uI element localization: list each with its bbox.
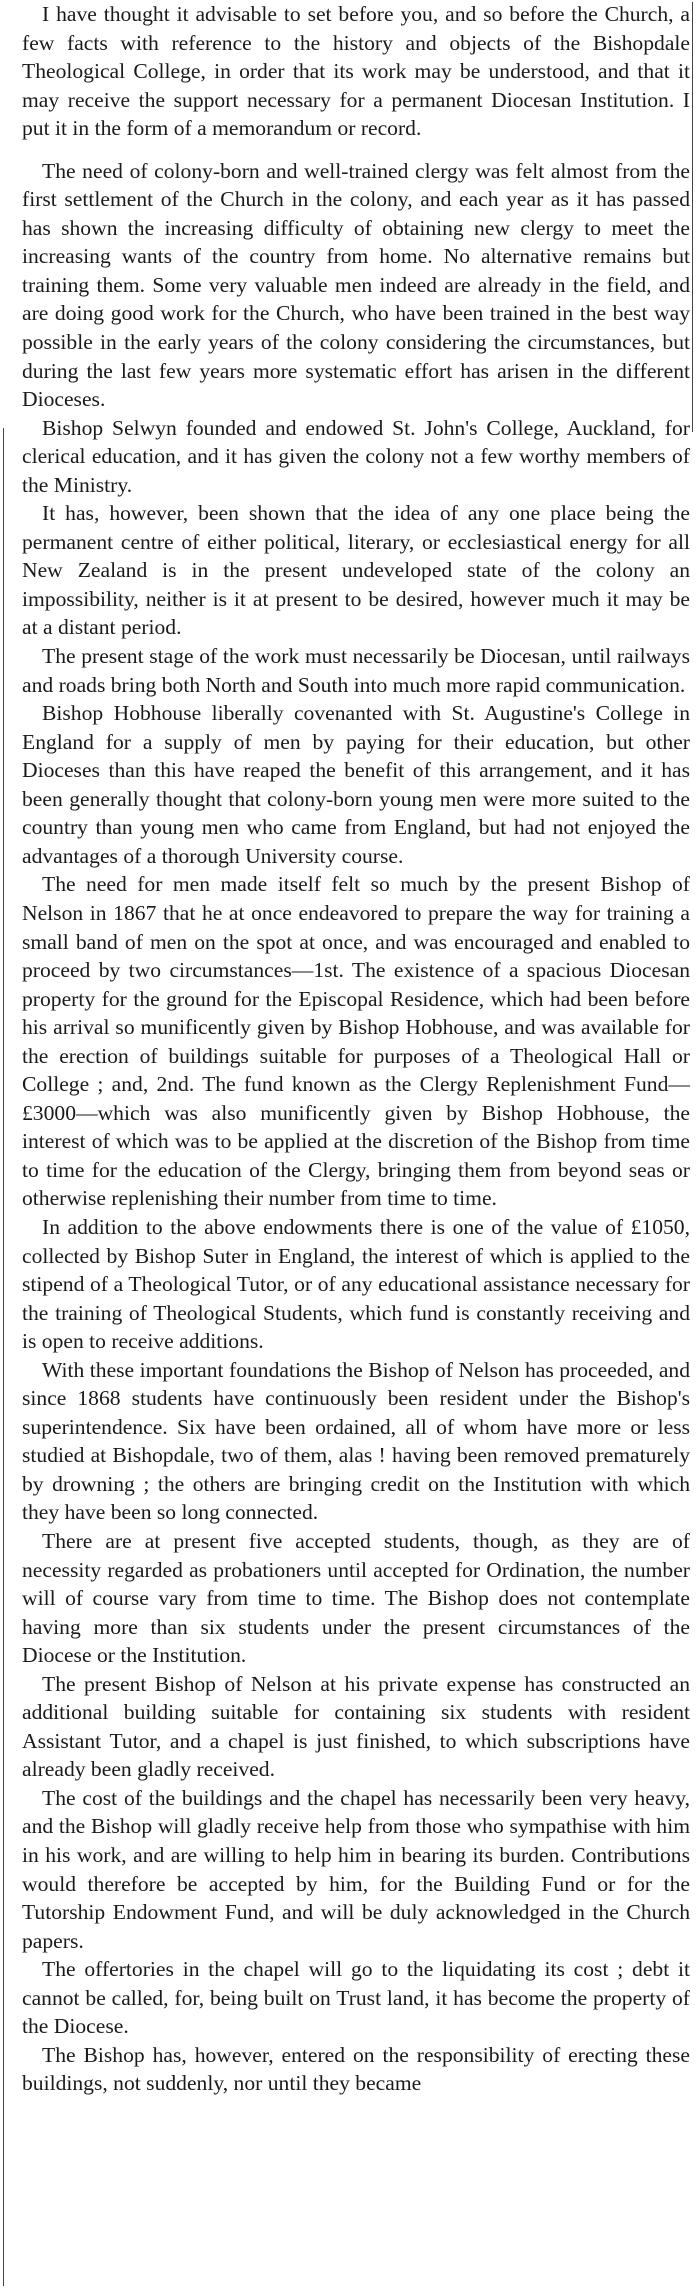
paragraph-need-of-clergy: The need of colony-born and well-trained clergy was felt almost from the first settlement of the Church in the colony, and each year as it has passed has shown the increasing difficulty of obtaining new clergy to meet the increasing wants of the country from home. No alternative remains but training them. Some very valuable men indeed are already in the field, and are doing good work for the Church, who have been trained in the best way possible in the early years of the colony considering the circumstances, but during the last few years more systematic effort has arisen in the different Dioceses. — [22, 158, 690, 412]
column-rule-right — [692, 2, 693, 432]
paragraph-intro: I have thought it advisable to set before you, and so before the Church, a few facts with reference to the history and objects of the Bishopdale Theological College, in order that its work may be understood, and that it may receive the support necessary for a permanent Diocesan Institution. I put it in the form of a memorandum or record. — [22, 2, 690, 141]
paragraph-bishop-hobhouse: Bishop Hobhouse liberally covenanted with St. Augustine's College in England for a supply of men by paying for their education, but other Dioceses than this have reaped the benefit of this arrangement, and it has been generally thought that colony-born young men were more suited to the country than young men who came from England, but had not enjoyed the advantages of a thorough University course. — [22, 701, 690, 868]
paragraph-offertories: The offertories in the chapel will go to the liquidating its cost ; debt it cannot be called, for, being built on Trust land, it has become the property of the Diocese. — [22, 1957, 690, 2039]
column-rule-left — [3, 428, 4, 2286]
paragraph-responsibility: The Bishop has, however, entered on the responsibility of erecting these buildings, not suddenly, nor until they became — [22, 2042, 690, 2096]
paragraph-endowments: In addition to the above endowments there is one of the value of £1050, collected by Bishop Suter in England, the interest of which is applied to the stipend of a Theological Tutor, or of any educational assistance necessary for the training of Theological Students, which fund is constantly receiving and is open to receive additions. — [22, 1214, 690, 1354]
paragraph-present-stage: The present stage of the work must necessarily be Diocesan, until railways and roads bring both North and South into much more rapid communication. — [22, 644, 690, 697]
paragraph-need-for-men: The need for men made itself felt so much by the present Bishop of Nelson in 1867 that he at once endeavored to prepare the way for training a small band of men on the spot at once, and was encouraged and enabled to proceed by two circumstances—1st. The existence of a spacious Diocesan property for the ground for the Episcopal Residence, which had been before his arrival so munificently given by Bishop Hobhouse, and was available for the erection of buildings suitable for purposes of a Theological Hall or College ; and, 2nd. The fund known as the Clergy Replenishment Fund—£3000—which was also munificently given by Bishop Hobhouse, the interest of which was to be applied at the discretion of the Bishop from time to time for the education of the Clergy, bringing them from beyond seas or otherwise replenishing their number from time to time. — [22, 872, 690, 1211]
paragraph-additional-building: The present Bishop of Nelson at his private expense has constructed an additional building suitable for containing six students with resident Assistant Tutor, and a chapel is just finished, to which subscriptions have already been gladly received. — [22, 1671, 690, 1782]
article-column — [22, 0, 690, 2098]
paragraph-cost-of-buildings: The cost of the buildings and the chapel has necessarily been very heavy, and the Bishop will gladly receive help from those who sympathise with him in his work, and are willing to help him in bearing its burden. Contributions would therefore be accepted by him, for the Building Fund or for the Tutorship Endowment Fund, and will be duly acknowledged in the Church papers. — [22, 1785, 690, 1953]
paragraph-accepted-students: There are at present five accepted students, though, as they are of necessity regarded as probationers until accepted for Ordination, the number will of course vary from time to time. The Bishop does not contemplate having more than six students under the present circumstances of the Diocese or the Institution. — [22, 1528, 690, 1668]
paragraph-foundations: With these important foundations the Bishop of Nelson has proceeded, and since 1868 students have continuously been resident under the Bishop's superintendence. Six have been ordained, all of whom have more or less studied at Bishopdale, two of them, alas ! having been removed prematurely by drowning ; the others are bringing credit on the Institution with which they have been so long connected. — [22, 1357, 690, 1525]
paragraph-bishop-selwyn: Bishop Selwyn founded and endowed St. John's College, Auckland, for clerical education, and it has given the colony not a few worthy members of the Ministry. — [22, 415, 690, 497]
paragraph-centre-idea: It has, however, been shown that the idea of any one place being the permanent centre of either political, literary, or ecclesiastical energy for all New Zealand is in the present undeveloped state of the colony an impossibility, neither is it at present to be desired, however much it may be at a distant period. — [22, 501, 690, 640]
